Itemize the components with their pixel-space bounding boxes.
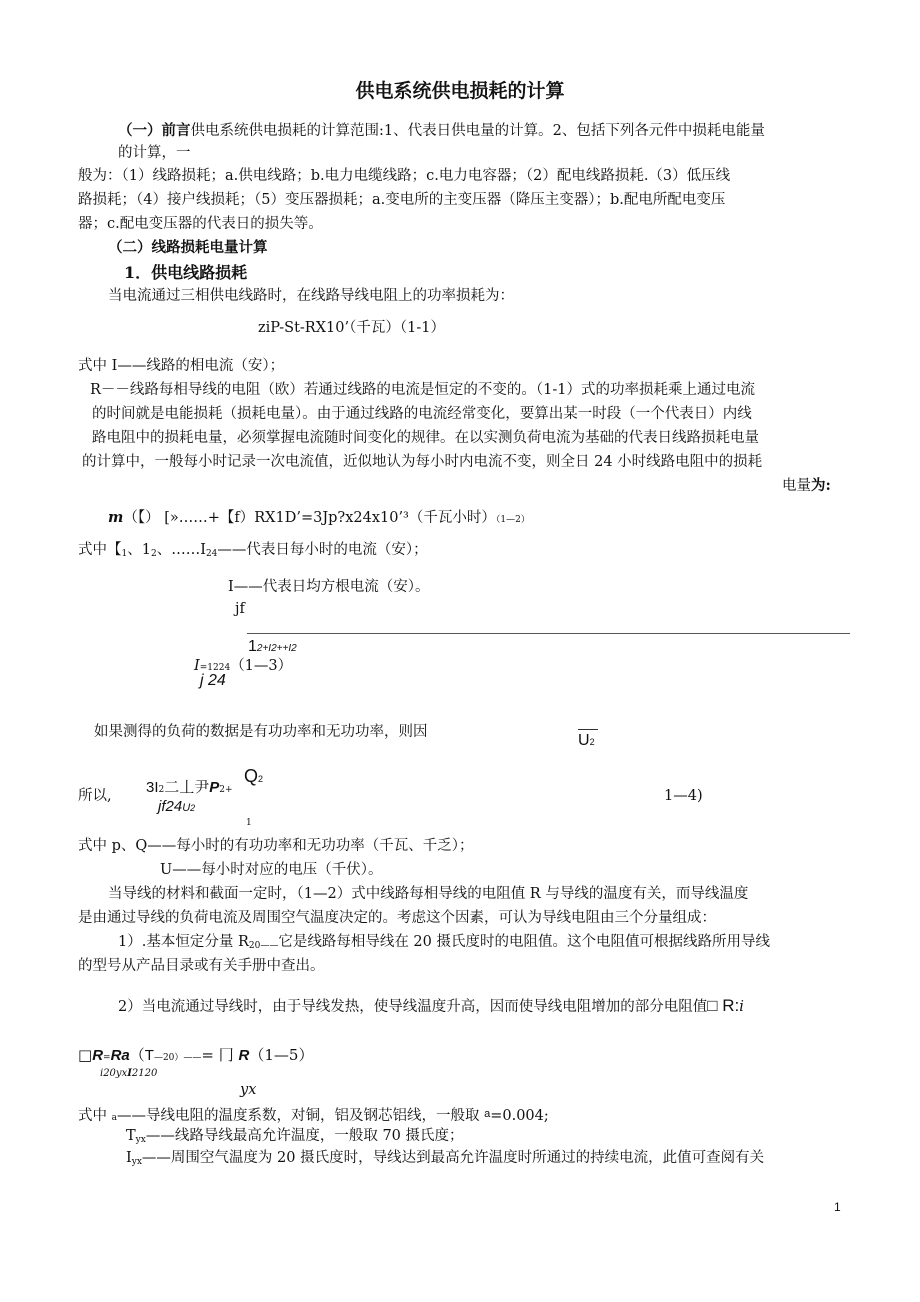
equation-1-1: ziP-St-RX10’（千瓦）（1-1）: [258, 320, 445, 336]
where-clause-2: 式中【$_1$、$1_2$、$\dots\dots I_{24}——$代表日每小时的电流（安）；: [78, 542, 428, 559]
paragraph-3-line-1: 当导线的材料和截面一定时，（1—2）式中线路每相导线的电阻值 R 与导线的温度有关，而导线温度: [108, 886, 749, 902]
r-paragraph-line-1: R－－线路每相导线的电阻（欧）若通过线路的电流是恒定的不变的。（1-1）式的功率损耗乘上通过电流: [90, 382, 756, 398]
intro-line-2: 的计算，一: [118, 145, 191, 161]
equation-1-3-left: I=1224（1—3）: [194, 658, 293, 674]
equation-1-5-yx: yx: [240, 1082, 257, 1098]
page-title: 供电系统供电损耗的计算: [355, 80, 565, 102]
intro-line-4: 路损耗；（4）接户线损耗；（5）变压器损耗；a.变电所的主变压器（降压主变器）；b.配电所配电变压: [78, 192, 726, 208]
equation-1-4-label: 所以,: [78, 788, 112, 804]
jf-label: jf: [235, 601, 245, 617]
equation-1-4-q: Q2: [244, 766, 264, 786]
equation-1-4-denominator: jf24U2: [158, 798, 196, 815]
item-1: 1）.基本恒定分量 $R_{20——}$它是线路每相导线在 20 摄氏度时的电阻值。这个电阻值可根据线路所用导线: [118, 934, 770, 951]
u2-label: U2: [578, 732, 595, 749]
r-paragraph-line-4: 的计算中，一般每小时记录一次电流值，近似地认为每小时内电流不变，则全日 24 小时线路电阻中的损耗: [82, 454, 763, 470]
equation-1-4-number: 1—4): [664, 788, 703, 804]
intro-heading: （一）前言: [118, 122, 191, 139]
intro-line-5: 器；c.配电变压器的代表日的损失等。: [78, 216, 323, 232]
where-clause-2-line-2: I——代表日均方根电流（安）。: [228, 579, 430, 595]
intro-line-1: （一）前言供电系统供电损耗的计算范围:1、代表日供电量的计算。2、包括下列各元件中损耗电能量: [118, 122, 765, 139]
where-clause-4-line-1: 式中 p、Q——每小时的有功功率和无功功率（千瓦、千乏）；: [78, 838, 474, 854]
item-2: 2）当电流通过导线时，由于导线发热，使导线温度升高，因而使导线电阻增加的部分电阻值□ R:i: [118, 996, 744, 1015]
where-clause-1: 式中 I——线路的相电流（安）；: [78, 358, 285, 374]
item-1-line-2: 的型号从产品目录或有关手册中查出。: [78, 958, 325, 974]
r-paragraph-line-2: 的时间就是电能损耗（损耗电量）。由于通过线路的电流经常变化，要算出某一时段（一个代表日）内线: [92, 406, 752, 422]
r-paragraph-line-3: 路电阻中的损耗电量，必须掌握电流随时间变化的规律。在以实测负荷电流为基础的代表日线路损耗电量: [92, 430, 759, 446]
u2-overbar: [578, 729, 598, 730]
where-clause-5: 式中 a——导线电阻的温度系数，对铜，铝及钢芯铝线，一般取 $^a$=0.004;: [78, 1108, 549, 1124]
equation-1-5: □R=Ra（T—20）——= 冂 R（1—5）: [78, 1046, 314, 1064]
tyx-definition: $T_{yx}——$线路导线最高允许温度，一般取 70 摄氏度；: [126, 1128, 464, 1145]
equation-1-3-numerator: 12+I2++I2: [248, 638, 297, 655]
equation-1-2: m（【） [»……+【f）RX1D’=3Jp?x24x10’³（千瓦小时）（1—2）: [108, 509, 530, 526]
intro-line-3: 般为：（1）线路损耗；a.供电线路；b.电力电缆线路；c.电力电容器；（2）配电线路损耗.（3）低压线: [78, 168, 731, 184]
r-paragraph-end: 电量为:: [782, 477, 831, 494]
equation-1-5-subscript: i20yxI2120: [100, 1068, 158, 1079]
equation-1-3-denominator: j 24: [200, 672, 226, 689]
equation-1-4-one: 1: [246, 818, 252, 828]
paragraph-2: 如果测得的负荷的数据是有功功率和无功功率，则因: [94, 724, 428, 740]
fraction-rule: [247, 633, 850, 634]
page-number: 1: [834, 1200, 841, 1214]
paragraph-3-line-2: 是由通过导线的负荷电流及周围空气温度决定的。考虑这个因素，可认为导线电阻由三个分量组成：: [78, 910, 716, 926]
paragraph-1: 当电流通过三相供电线路时，在线路导线电阻上的功率损耗为：: [108, 288, 514, 304]
equation-1-4: 3I2二丄尹P2+: [146, 778, 233, 796]
subsection-heading-1: 1．供电线路损耗: [124, 263, 248, 282]
section-heading-2: （二）线路损耗电量计算: [108, 239, 268, 256]
where-clause-4-line-2: U——每小时对应的电压（千伏）。: [160, 862, 383, 878]
iyx-definition: $I_{yx}——$周围空气温度为 20 摄氏度时，导线达到最高允许温度时所通过的持续电流，此值可查阅有关: [126, 1150, 765, 1167]
